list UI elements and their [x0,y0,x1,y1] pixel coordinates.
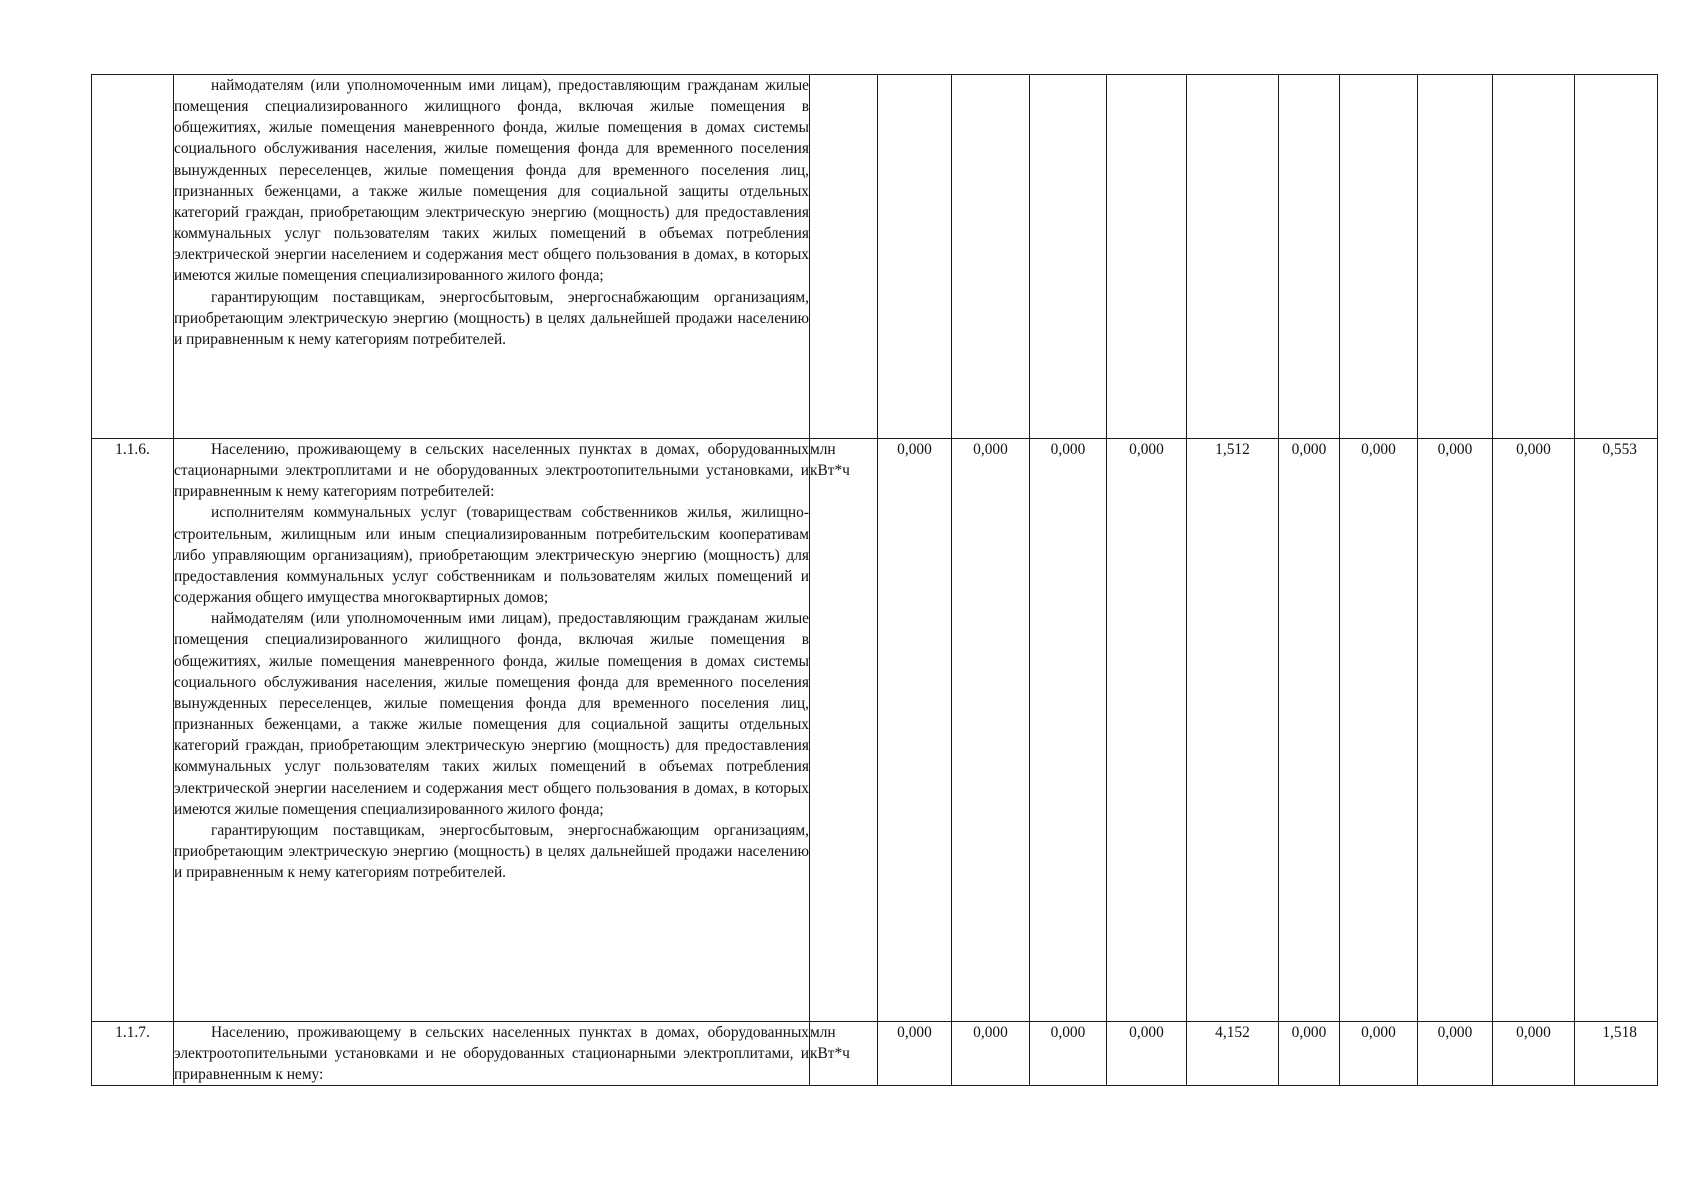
value-cell: 1,512 [1187,439,1279,1022]
description-cell [174,439,810,1022]
tariff-volume-table [91,74,1658,1086]
value-cell: 0,553 [1575,439,1658,1022]
value-cell: 0,000 [1493,1022,1575,1086]
description-paragraph: исполнителям коммунальных услуг (товариществам собственников жилья, жилищно-строительным, жилищным или иным специализированным потребительским кооперативам либо управляющим организациям), приобретающим электрическую энергию (мощность) для предоставления коммунальных услуг собственникам и пользователям жилых помещений и содержания общего имущества многоквартирных домов; [174,504,809,607]
unit-cell: млн кВт*ч [810,439,878,1022]
value-cell [1493,75,1575,439]
description-cell [174,1022,810,1086]
description-paragraph: наймодателям (или уполномоченным ими лицам), предоставляющим гражданам жилые помещения специализированного жилищного фонда, включая жилые помещения в общежитиях, жилые помещения маневренного фонда, жилые помещения в домах системы социального обслуживания населения, жилые помещения фонда для временного поселения вынужденных переселенцев, жилые помещения фонда для временного поселения лиц, признанных беженцами, а также жилые помещения для социальной защиты отдельных категорий граждан, приобретающим электрическую энергию (мощность) для предоставления коммунальных услуг пользователям таких жилых помещений в объемах потребления электрической энергии населением и содержания мест общего пользования в домах, в которых имеются жилые помещения специализированного жилого фонда; [174,77,809,285]
table-row [92,439,1658,1022]
value-cell: 0,000 [1340,1022,1418,1086]
value-cell [1418,75,1493,439]
row-number-cell: 1.1.6. [92,439,174,1022]
value-cell [1340,75,1418,439]
value-cell: 0,000 [1493,439,1575,1022]
unit-cell [810,75,878,439]
value-cell: 0,000 [1107,1022,1187,1086]
value-cell [1107,75,1187,439]
value-cell [952,75,1030,439]
row-number-cell [92,75,174,439]
value-cell: 0,000 [952,439,1030,1022]
value-cell: 0,000 [1418,439,1493,1022]
value-cell [1187,75,1279,439]
table-row [92,75,1658,439]
value-cell: 0,000 [952,1022,1030,1086]
description-paragraph: наймодателям (или уполномоченным ими лицам), предоставляющим гражданам жилые помещения специализированного жилищного фонда, включая жилые помещения в общежитиях, жилые помещения маневренного фонда, жилые помещения в домах системы социального обслуживания населения, жилые помещения фонда для временного поселения вынужденных переселенцев, жилые помещения фонда для временного поселения лиц, признанных беженцами, а также жилые помещения для социальной защиты отдельных категорий граждан, приобретающим электрическую энергию (мощность) для предоставления коммунальных услуг пользователям таких жилых помещений в объемах потребления электрической энергии населением и содержания мест общего пользования в домах, в которых имеются жилые помещения специализированного жилого фонда; [174,610,809,818]
value-cell: 0,000 [1107,439,1187,1022]
description-paragraph: гарантирующим поставщикам, энергосбытовым, энергоснабжающим организациям, приобретающим электрическую энергию (мощность) в целях дальнейшей продажи населению и приравненным к нему категориям потребителей. [174,288,809,348]
value-cell: 0,000 [1418,1022,1493,1086]
description-paragraph: Населению, проживающему в сельских населенных пунктах в домах, оборудованных стационарными электроплитами и не оборудованных электроотопительными установками, и приравненным к нему категориям потребителей: [174,441,809,501]
value-cell: 4,152 [1187,1022,1279,1086]
description-cell [174,75,810,439]
value-cell: 0,000 [1279,439,1340,1022]
value-cell [1279,75,1340,439]
value-cell: 0,000 [1279,1022,1340,1086]
value-cell [1030,75,1107,439]
value-cell: 0,000 [1030,1022,1107,1086]
value-cell: 0,000 [878,1022,952,1086]
value-cell: 0,000 [1030,439,1107,1022]
value-cell [878,75,952,439]
value-cell [1575,75,1658,439]
row-number-cell: 1.1.7. [92,1022,174,1086]
table-body [92,75,1658,1086]
unit-cell: млн кВт*ч [810,1022,878,1086]
description-paragraph: Населению, проживающему в сельских населенных пунктах в домах, оборудованных электроотопительными установками и не оборудованных стационарными электроплитами, и приравненным к нему: [174,1024,809,1084]
value-cell: 1,518 [1575,1022,1658,1086]
table-row [92,1022,1658,1086]
value-cell: 0,000 [1340,439,1418,1022]
description-paragraph: гарантирующим поставщикам, энергосбытовым, энергоснабжающим организациям, приобретающим электрическую энергию (мощность) в целях дальнейшей продажи населению и приравненным к нему категориям потребителей. [174,821,809,882]
value-cell: 0,000 [878,439,952,1022]
